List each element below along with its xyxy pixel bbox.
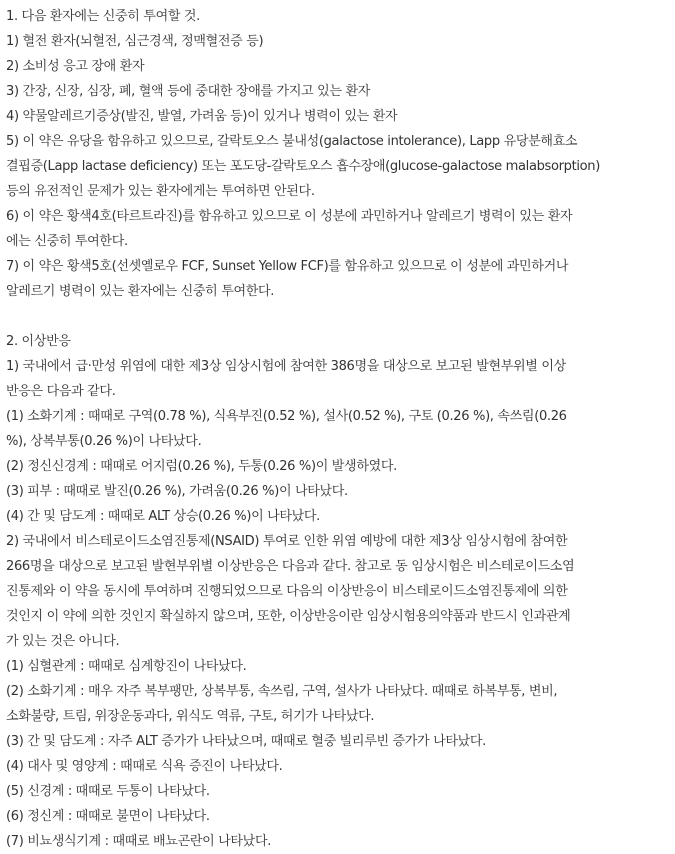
adverse-2-metabolic: (4) 대사 및 영양계 : 때때로 식욕 증진이 나타났다.	[6, 759, 283, 774]
adverse-item-1-line-1: 1) 국내에서 급·만성 위염에 대한 제3상 임상시험에 참여한 386명을 대상으로 보고된 발현부위별 이상	[6, 359, 566, 374]
caution-item-7-line-1: 7) 이 약은 황색5호(선셋옐로우 FCF, Sunset Yellow FCF)를 함유하고 있으므로 이 성분에 과민하거나	[6, 259, 569, 274]
adverse-item-2-line-1: 2) 국내에서 비스테로이드소염진통제(NSAID) 투여로 인한 위염 예방에 대한 제3상 임상시험에 참여한	[6, 534, 568, 549]
adverse-2-urogenital: (7) 비뇨생식기계 : 때때로 배뇨곤란이 나타났다.	[6, 834, 272, 849]
caution-item-5-line-3: 등의 유전적인 문제가 있는 환자에게는 투여하면 안된다.	[6, 184, 315, 199]
adverse-1-neuropsych: (2) 정신신경계 : 때때로 어지럼(0.26 %), 두통(0.26 %)이 발생하였다.	[6, 459, 397, 474]
caution-item-7-line-2: 알레르기 병력이 있는 환자에는 신중히 투여한다.	[6, 284, 275, 299]
adverse-2-psychiatric: (6) 정신계 : 때때로 불면이 나타났다.	[6, 809, 210, 824]
adverse-1-liver: (4) 간 및 담도계 : 때때로 ALT 상승(0.26 %)이 나타났다.	[6, 509, 320, 524]
adverse-2-cardiovascular: (1) 심혈관계 : 때때로 심계항진이 나타났다.	[6, 659, 247, 674]
drug-precautions-document	[6, 4, 672, 854]
caution-item-3: 3) 간장, 신장, 심장, 폐, 혈액 등에 중대한 장애를 가지고 있는 환자	[6, 84, 370, 99]
adverse-2-digestive-line-2: 소화불량, 트림, 위장운동과다, 위식도 역류, 구토, 허기가 나타났다.	[6, 709, 375, 724]
adverse-2-liver: (3) 간 및 담도계 : 자주 ALT 증가가 나타났으며, 때때로 혈중 빌리루빈 증가가 나타났다.	[6, 734, 486, 749]
section-1-heading: 1. 다음 환자에는 신중히 투여할 것.	[6, 9, 200, 24]
adverse-2-digestive-line-1: (2) 소화기계 : 매우 자주 복부팽만, 상복부통, 속쓰림, 구역, 설사가 나타났다. 때때로 하복부통, 변비,	[6, 684, 558, 699]
adverse-2-nervous: (5) 신경계 : 때때로 두통이 나타났다.	[6, 784, 210, 799]
section-2-heading: 2. 이상반응	[6, 334, 71, 349]
caution-item-6-line-2: 에는 신중히 투여한다.	[6, 234, 128, 249]
adverse-1-skin: (3) 피부 : 때때로 발진(0.26 %), 가려움(0.26 %)이 나타났다.	[6, 484, 348, 499]
adverse-1-digestive-line-1: (1) 소화기계 : 때때로 구역(0.78 %), 식욕부진(0.52 %), 설사(0.52 %), 구토 (0.26 %), 속쓰림(0.26	[6, 409, 567, 424]
adverse-item-2-line-3: 진통제와 이 약을 동시에 투여하며 진행되었으므로 다음의 이상반응이 비스테로이드소염진통제에 의한	[6, 584, 568, 599]
adverse-item-2-line-4: 것인지 이 약에 의한 것인지 확실하지 않으며, 또한, 이상반응이란 임상시험용의약품과 반드시 인과관계	[6, 609, 571, 624]
adverse-item-2-line-2: 266명을 대상으로 보고된 발현부위별 이상반응은 다음과 같다. 참고로 동 임상시험은 비스테로이드소염	[6, 559, 575, 574]
caution-item-4: 4) 약물알레르기증상(발진, 발열, 가려움 등)이 있거나 병력이 있는 환자	[6, 109, 398, 124]
adverse-item-2-line-5: 가 있는 것은 아니다.	[6, 634, 120, 649]
section-spacer	[6, 304, 672, 329]
adverse-1-digestive-line-2: %), 상복부통(0.26 %)이 나타났다.	[6, 434, 202, 449]
caution-item-5-line-2: 결핍증(Lapp lactase deficiency) 또는 포도당-갈락토오스 흡수장애(glucose-galactose malabsorption)	[6, 159, 600, 174]
caution-item-2: 2) 소비성 응고 장애 환자	[6, 59, 145, 74]
caution-item-5-line-1: 5) 이 약은 유당을 함유하고 있으므로, 갈락토오스 불내성(galactose intolerance), Lapp 유당분해효소	[6, 134, 578, 149]
adverse-item-1-line-2: 반응은 다음과 같다.	[6, 384, 116, 399]
caution-item-6-line-1: 6) 이 약은 황색4호(타르트라진)를 함유하고 있으므로 이 성분에 과민하거나 알레르기 병력이 있는 환자	[6, 209, 573, 224]
caution-item-1: 1) 혈전 환자(뇌혈전, 심근경색, 정맥혈전증 등)	[6, 34, 264, 49]
